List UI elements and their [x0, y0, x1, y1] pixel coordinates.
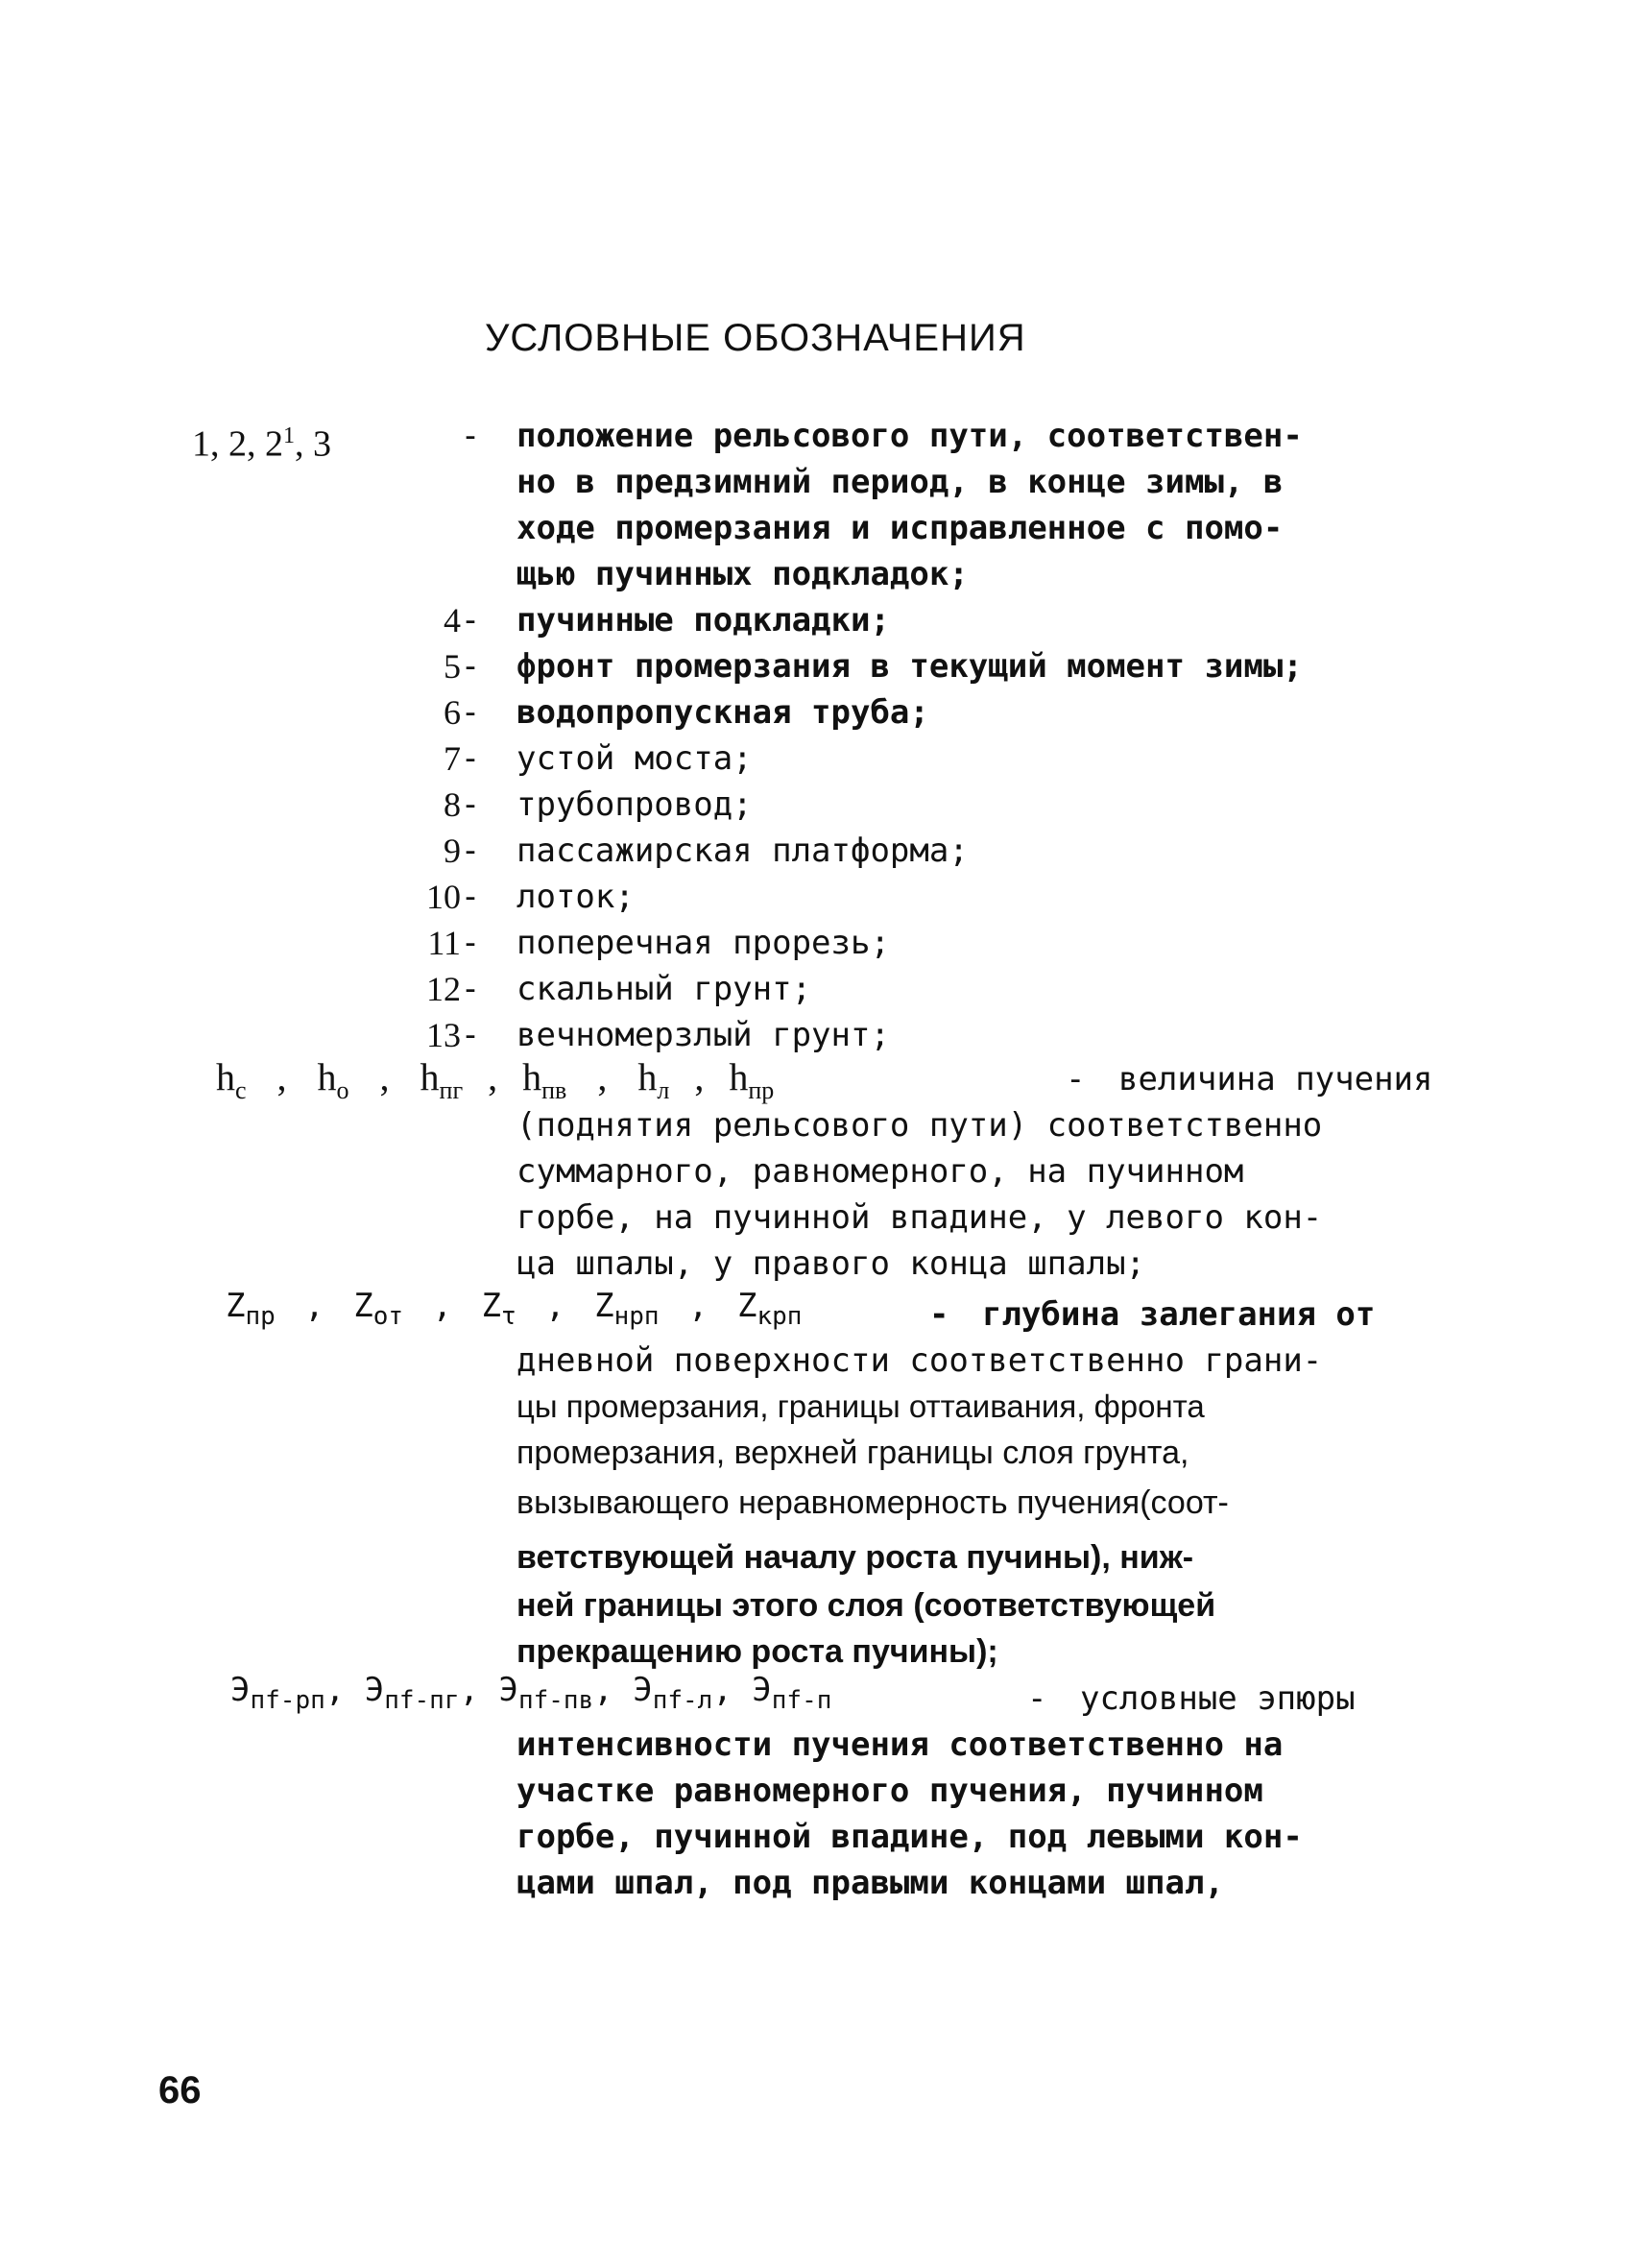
entry-dash: -	[460, 970, 481, 1008]
entry-dash: -	[460, 832, 481, 870]
entry-text-line: горбе, пучинной впадине, под левыми кон-	[516, 1818, 1303, 1856]
symbol: $Z_{от}$	[353, 1287, 404, 1331]
entry-dash: -	[460, 785, 481, 824]
entry-dash: -	[460, 417, 481, 455]
entry-text-line: ней границы этого слоя (соответствующей	[516, 1587, 1216, 1624]
legend-entry-1	[0, 413, 1633, 465]
entry-dash: -	[460, 1016, 481, 1054]
entry-text-line: дневной поверхности соответственно грани-	[516, 1341, 1323, 1380]
entry-dash: -	[460, 739, 481, 778]
entry-text-line: фронт промерзания в текущий момент зимы;	[516, 647, 1303, 686]
symbol: $h_{пг}$	[420, 1055, 464, 1104]
entry-key-superscript: 1	[283, 423, 295, 448]
entry-text-line: скальный грунт;	[516, 970, 812, 1008]
symbol: $Э_{пf-рп}$	[230, 1671, 325, 1715]
symbol: $Э_{пf-п}$	[752, 1671, 832, 1715]
entry-text-line: условные эпюры	[1079, 1679, 1356, 1718]
legend-entry-5	[0, 643, 1633, 689]
entry-number: 11	[427, 924, 461, 962]
entry-text-line: цы промерзания, границы оттаивания, фронта	[516, 1388, 1205, 1424]
entry-text-line: ходе промерзания и исправленное с помо-	[516, 509, 1284, 547]
entry-text-line: водопропускная труба;	[516, 693, 929, 732]
symbol: $h_{пв}$	[522, 1055, 567, 1104]
entry-text-line: прекращению роста пучины);	[516, 1633, 998, 1670]
entry-text-line: пассажирская платформа;	[516, 832, 969, 870]
entry-number: 12	[426, 970, 461, 1008]
entry-dash: -	[929, 1295, 949, 1334]
entry-text-line: щью пучинных подкладок;	[516, 555, 969, 593]
entry-text-line: интенсивности пучения соответственно на	[516, 1725, 1284, 1764]
entry-dash: -	[1027, 1679, 1047, 1718]
legend-entry-8	[0, 782, 1633, 828]
legend-entry-13	[0, 1012, 1633, 1058]
entry-number: 7	[444, 739, 461, 778]
legend-entry-11	[0, 920, 1633, 966]
entry-text-line: пучинные подкладки;	[516, 601, 890, 639]
page-number: 66	[158, 2069, 202, 2111]
entry-text-line: величина пучения	[1117, 1060, 1433, 1098]
entry-text-line: глубина залегания от	[981, 1295, 1376, 1334]
symbol: $Z_{нрп}$	[594, 1287, 660, 1331]
symbol: $h_{пр}$	[729, 1055, 775, 1104]
entry-dash: -	[460, 878, 481, 916]
entry-text-line: вечномерзлый грунт;	[516, 1016, 890, 1054]
legend-entry-4	[0, 597, 1633, 643]
entry-text-line: горбе, на пучинной впадине, у левого кон-	[516, 1198, 1323, 1237]
entry-number: 13	[426, 1016, 461, 1054]
legend-entry-10	[0, 874, 1633, 920]
entry-text-line: вызывающего неравномерность пучения(соот-	[516, 1484, 1229, 1521]
symbol: $Э_{пf-пв}$	[498, 1671, 594, 1715]
entry-text-line: участке равномерного пучения, пучинном	[516, 1772, 1263, 1810]
entry-text-line: ветствующей началу роста пучины), ниж-	[516, 1539, 1194, 1576]
h-first-line	[1066, 1056, 1432, 1102]
entry-dash: -	[460, 601, 481, 639]
entry-text-line: промерзания, верхней границы слоя грунта,	[516, 1435, 1189, 1471]
entry-number: 10	[426, 878, 461, 916]
entry-text-line: устой моста;	[516, 739, 753, 778]
symbol: $h_o$	[317, 1055, 349, 1104]
entry-key: 1, 2, $2^1$, 3	[192, 423, 331, 465]
e-first-line	[1027, 1676, 1356, 1722]
page-title: УСЛОВНЫЕ ОБОЗНАЧЕНИЯ	[485, 317, 1026, 359]
entry-text-line: лоток;	[516, 878, 635, 916]
symbol: $h_c$	[216, 1055, 247, 1104]
z-symbols: $Z_{пр}$ , $Z_{от}$ , $Z_\tau$ , $Z_{нрп}$ , $Z_{крп}$	[226, 1287, 803, 1331]
entry-text-line: суммарного, равномерного, на пучинном	[516, 1152, 1244, 1191]
legend-entry-6	[0, 689, 1633, 736]
symbol: $Э_{пf-л}$	[633, 1671, 713, 1715]
legend-entry-9	[0, 828, 1633, 874]
legend-entry-12	[0, 966, 1633, 1012]
entry-text-line: (поднятия рельсового пути) соответственно	[516, 1106, 1323, 1145]
entry-text-line: цами шпал, под правыми концами шпал,	[516, 1864, 1224, 1902]
symbol: $Z_\tau$	[481, 1287, 516, 1331]
entry-text-line: трубопровод;	[516, 785, 753, 824]
z-first-line	[929, 1291, 1375, 1338]
entry-number: 4	[444, 601, 461, 639]
entry-text-line: поперечная прорезь;	[516, 924, 890, 962]
legend-entry-7	[0, 736, 1633, 782]
entry-dash: -	[460, 693, 481, 732]
entry-dash: -	[1066, 1060, 1086, 1098]
symbol: $Э_{пf-пг}$	[364, 1671, 460, 1715]
symbol: $h_л$	[637, 1055, 670, 1104]
entry-dash: -	[460, 647, 481, 686]
h-symbols: $h_c$ , $h_o$ , $h_{пг}$ , $h_{пв}$ , $h_л$ , $h_{пр}$	[216, 1055, 775, 1104]
entry-number: 6	[444, 693, 461, 732]
entry-dash: -	[460, 924, 481, 962]
entry-text-line: положение рельсового пути, соответствен-	[516, 417, 1303, 455]
symbol: $Z_{пр}$	[226, 1287, 276, 1331]
entry-text-line: ца шпалы, у правого конца шпалы;	[516, 1244, 1146, 1283]
e-symbols: $Э_{пf-рп}$, $Э_{пf-пг}$, $Э_{пf-пв}$, $Э_{пf-л}$, $Э_{пf-п}$	[230, 1671, 832, 1715]
entry-number: 8	[444, 785, 461, 824]
symbol: $Z_{крп}$	[737, 1287, 803, 1331]
entry-number: 5	[444, 647, 461, 686]
entry-number: 9	[444, 832, 461, 870]
entry-text-line: но в предзимний период, в конце зимы, в	[516, 463, 1284, 501]
